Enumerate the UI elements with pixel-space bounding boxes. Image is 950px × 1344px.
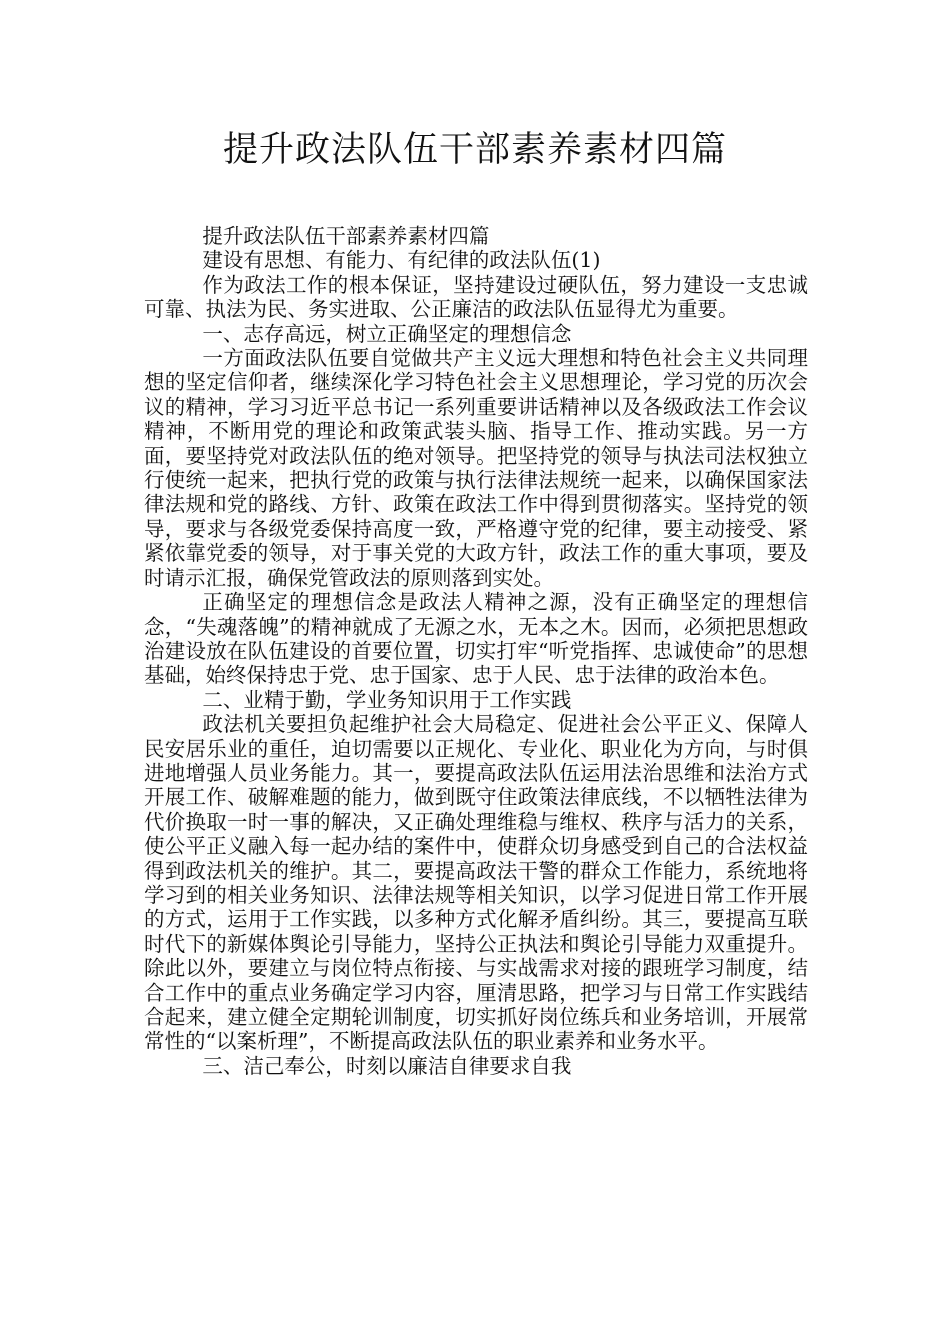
section-heading-1: 一、志存高远，树立正确坚定的理想信念 — [202, 321, 572, 346]
section-heading-intro: 建设有思想、有能力、有纪律的政法队伍(1) — [202, 248, 601, 273]
section-heading-2: 二、业精于勤，学业务知识用于工作实践 — [202, 687, 572, 712]
body-paragraph: 正确坚定的理想信念是政法人精神之源，没有正确坚定的理想信念，“失魂落魄”的精神就成了无源之水，无本之木。因而，必须把思想政治建设放在队伍建设的首要位置，切实打牢“听党指挥、忠诚使命”的思想基础，始终保持忠于党、忠于国家、忠于人民、忠于法律的政治本色。 — [144, 590, 808, 688]
section-heading-3: 三、洁己奉公，时刻以廉洁自律要求自我 — [202, 1053, 572, 1078]
body-paragraph: 作为政法工作的根本保证，坚持建设过硬队伍，努力建设一支忠诚可靠、执法为民、务实进取、公正廉洁的政法队伍显得尤为重要。 — [144, 272, 808, 322]
body-paragraph: 一方面政法队伍要自觉做共产主义远大理想和特色社会主义共同理想的坚定信仰者，继续深化学习特色社会主义思想理论，学习党的历次会议的精神，学习习近平总书记一系列重要讲话精神以及各级政法工作会议精神，不断用党的理论和政策武装头脑、指导工作、推动实践。另一方面，要坚持党对政法队伍的绝对领导。把坚持党的领导与执法司法权独立行使统一起来，把执行党的政策与执行法律法规统一起来，以确保国家法律法规和党的路线、方针、政策在政法工作中得到贯彻落实。坚持党的领导，要求与各级党委保持高度一致，严格遵守党的纪律，要主动接受、紧紧依靠党委的领导，对于事关党的大政方针，政法工作的重大事项，要及时请示汇报，确保党管政法的原则落到实处。 — [144, 346, 808, 590]
body-paragraph: 政法机关要担负起维护社会大局稳定、促进社会公平正义、保障人民安居乐业的重任，迫切需要以正规化、专业化、职业化为方向，与时俱进地增强人员业务能力。其一，要提高政法队伍运用法治思维和法治方式开展工作、破解难题的能力，做到既守住政策法律底线，不以牺牲法律为代价换取一时一事的解决，又正确处理维稳与维权、秩序与活力的关系，使公平正义融入每一起办结的案件中，使群众切身感受到自己的合法权益得到政法机关的维护。其二，要提高政法干警的群众工作能力，系统地将学习到的相关业务知识、法律法规等相关知识，以学习促进日常工作开展的方式，运用于工作实践，以多种方式化解矛盾纠纷。其三，要提高互联时代下的新媒体舆论引导能力，坚持公正执法和舆论引导能力双重提升。除此以外，要建立与岗位特点衔接、与实战需求对接的跟班学习制度，结合工作中的重点业务确定学习内容，厘清思路，把学习与日常工作实践结合起来，建立健全定期轮训制度，切实抓好岗位练兵和业务培训，开展常常性的“以案析理”，不断提高政法队伍的职业素养和业务水平。 — [144, 712, 808, 1054]
document-body — [144, 224, 808, 1078]
subtitle-paragraph: 提升政法队伍干部素养素材四篇 — [202, 224, 490, 248]
document-title: 提升政法队伍干部素养素材四篇 — [222, 130, 727, 170]
